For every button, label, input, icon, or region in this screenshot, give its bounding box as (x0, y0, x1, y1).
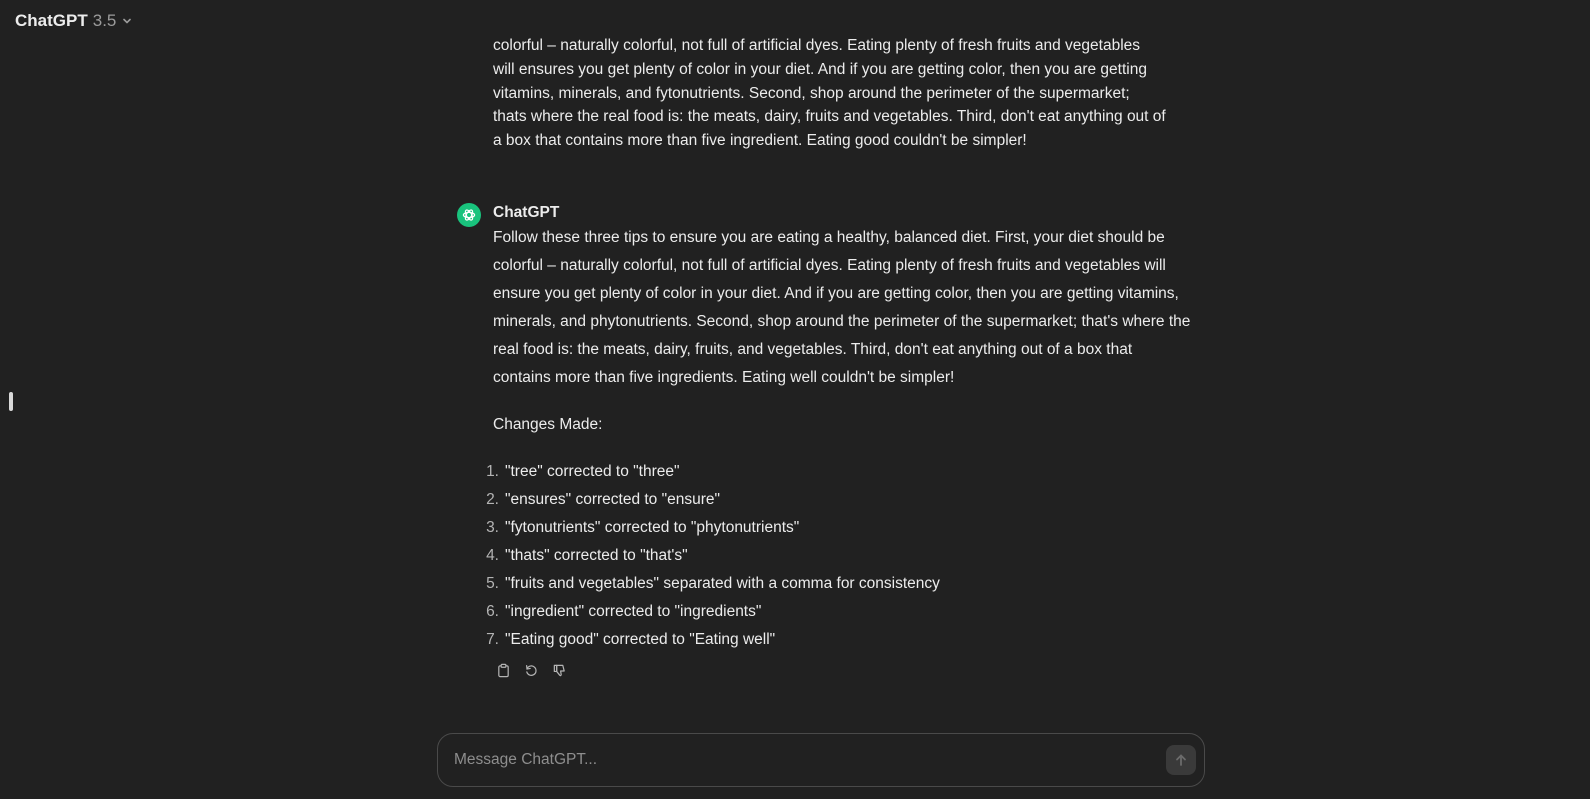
list-item-text: "ensures" corrected to "ensure" (505, 491, 721, 508)
list-item (486, 542, 1197, 570)
message-composer (437, 733, 1205, 787)
list-item-text: "thats" corrected to "that's" (505, 547, 688, 564)
list-number: 5. (486, 575, 499, 592)
list-number: 7. (486, 631, 499, 648)
model-name: ChatGPT (15, 11, 88, 30)
message-author: ChatGPT (493, 204, 560, 221)
list-item-text: "ingredient" corrected to "ingredients" (505, 603, 762, 620)
message-input[interactable] (454, 751, 1166, 769)
list-item-text: "fruits and vegetables" separated with a comma for consistency (505, 575, 940, 592)
changes-heading: Changes Made: (493, 416, 603, 433)
list-item (486, 570, 1197, 598)
message-line: vitamins, minerals, and fytonutrients. Second, shop around the perimeter of the supermarket; (493, 84, 1130, 102)
send-button[interactable] (1166, 745, 1196, 775)
list-item (486, 514, 1197, 542)
message-paragraph: Follow these three tips to ensure you are eating a healthy, balanced diet. First, your diet should be colorful – naturally colorful, not full of artificial dyes. Eating plenty of fresh fruits and vegetables will ensure you get plenty of color in your diet. And if you are getting color, then you are getting vitamins, minerals, and phytonutrients. Second, shop around the perimeter of the supermarket; that's where the real food is: the meats, dairy, fruits, and vegetables. Third, don't eat anything out of a box that contains more than five ingredients. Eating well couldn't be simpler! (493, 229, 1191, 386)
list-number: 3. (486, 519, 499, 536)
openai-logo-icon (457, 203, 481, 227)
list-item (486, 486, 1197, 514)
assistant-message (457, 202, 1197, 680)
message-actions (493, 660, 1197, 680)
list-number: 1. (486, 463, 499, 480)
list-item (486, 458, 1197, 486)
list-item (486, 626, 1197, 654)
regenerate-icon[interactable] (521, 660, 541, 680)
list-item-text: "tree" corrected to "three" (505, 463, 680, 480)
list-number: 4. (486, 547, 499, 564)
changes-list (486, 458, 1197, 654)
previous-message (493, 34, 1193, 153)
message-line: colorful – naturally colorful, not full of artificial dyes. Eating plenty of fresh fruits and vegetables (493, 37, 1141, 54)
list-number: 6. (486, 603, 499, 620)
arrow-up-icon (1174, 753, 1188, 767)
message-line: will ensures you get plenty of color in your diet. And if you are getting color, then you are getting (493, 60, 1147, 78)
list-number: 2. (486, 491, 499, 508)
clipboard-icon[interactable] (493, 660, 513, 680)
list-item-text: "Eating good" corrected to "Eating well" (505, 631, 776, 648)
message-line: thats where the real food is: the meats, dairy, fruits and vegetables. Third, don't eat anything out of (493, 108, 1166, 126)
message-line: a box that contains more than five ingredient. Eating good couldn't be simpler! (493, 132, 1027, 150)
model-version: 3.5 (92, 11, 117, 30)
list-item-text: "fytonutrients" corrected to "phytonutrients" (505, 519, 800, 536)
list-item (486, 598, 1197, 626)
thumbs-down-icon[interactable] (549, 660, 569, 680)
